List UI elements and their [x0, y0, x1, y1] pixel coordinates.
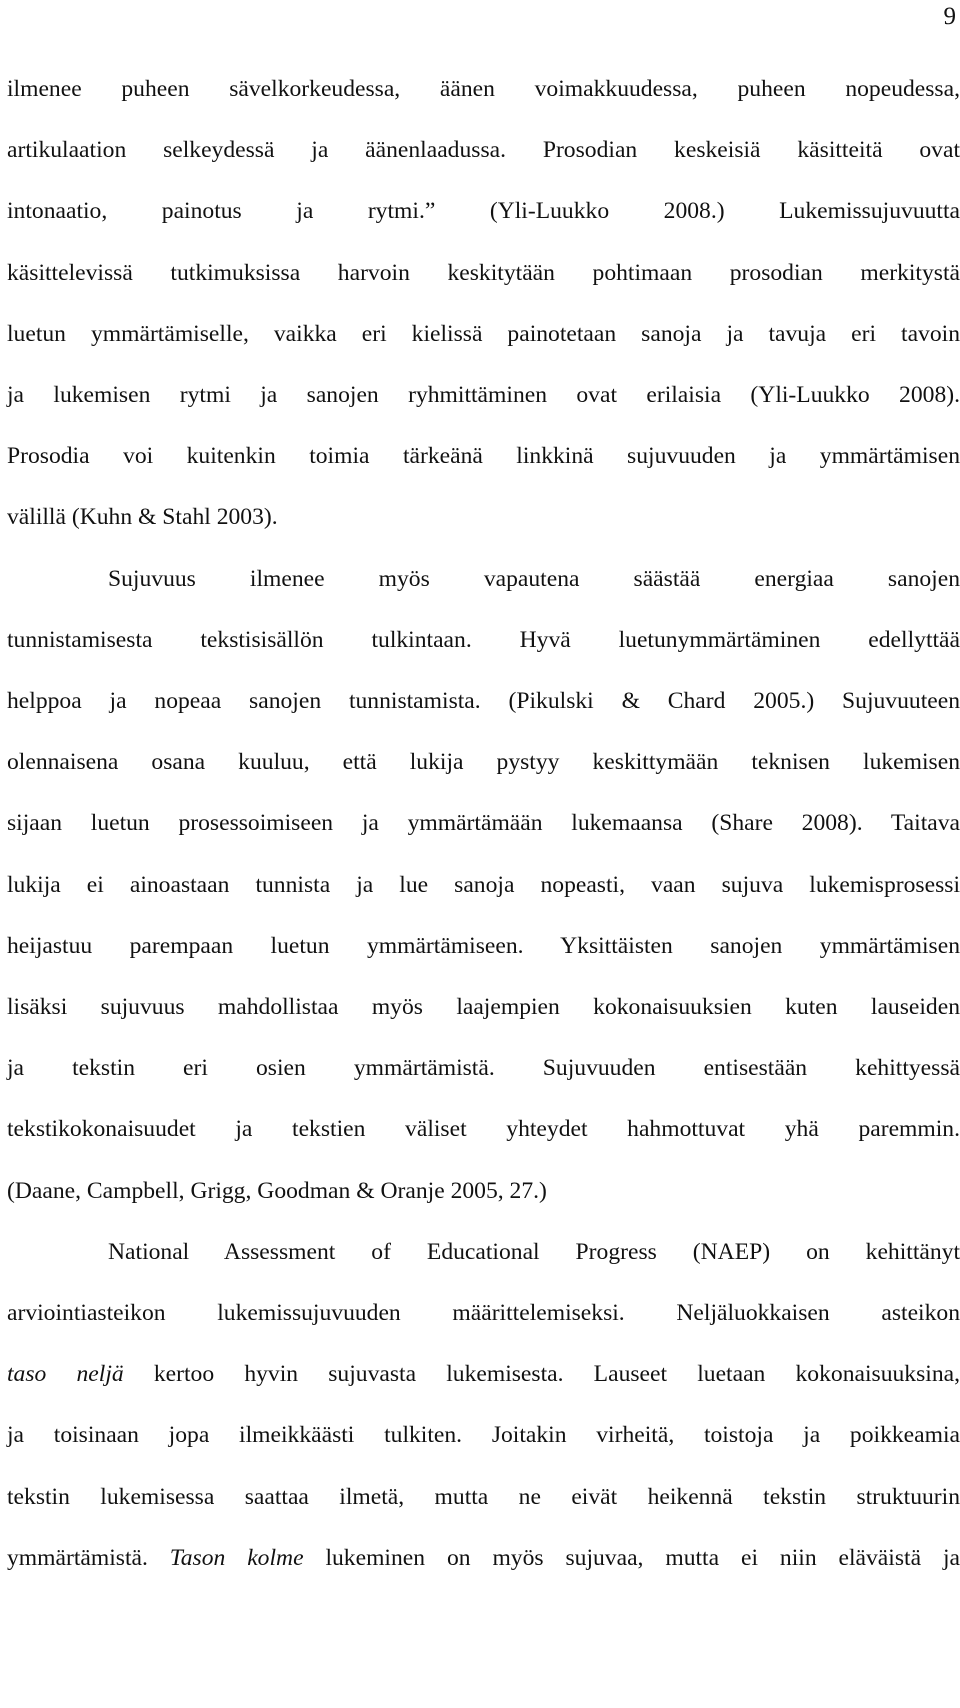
text-line: [108, 1237, 960, 1267]
text-line: [7, 931, 960, 961]
text-line: [7, 747, 960, 777]
text-line: [7, 992, 960, 1022]
text-line: [7, 1543, 960, 1573]
text-line: [7, 258, 960, 288]
text-segment: luetun ymmärtämiselle, vaikka eri kielissä painotetaan sanoja ja tavuja eri tavoin: [7, 320, 960, 347]
text-segment: National Assessment of Educational Progress (NAEP) on kehittänyt: [108, 1238, 960, 1265]
text-line: [7, 1053, 960, 1083]
text-segment: heijastuu parempaan luetun ymmärtämiseen. Yksittäisten sanojen ymmärtämisen: [7, 932, 960, 959]
italic-term: Tason kolme: [169, 1544, 304, 1571]
text-segment: välillä (Kuhn & Stahl 2003).: [7, 504, 278, 531]
text-line: [7, 1359, 960, 1389]
text-line: [7, 74, 960, 104]
text-segment: helppoa ja nopeaa sanojen tunnistamista. (Pikulski & Chard 2005.) Sujuvuuteen: [7, 688, 960, 714]
page-number: 9: [943, 3, 956, 30]
text-segment: Sujuvuus ilmenee myös vapautena säästää energiaa sanojen: [108, 565, 960, 592]
text-line: [7, 441, 960, 471]
text-line: [7, 1298, 960, 1328]
text-line: [7, 502, 960, 532]
text-segment: lukeminen on myös sujuvaa, mutta ei niin eläväistä ja: [303, 1544, 960, 1571]
text-segment: arviointiasteikon lukemissujuvuuden määrittelemiseksi. Neljäluokkaisen asteikon: [7, 1300, 960, 1326]
text-segment: intonaatio, painotus ja rytmi.” (Yli-Luukko 2008.) Lukemissujuvuutta: [7, 198, 960, 225]
text-segment: ilmenee puheen sävelkorkeudessa, äänen voimakkuudessa, puheen nopeudessa,: [7, 76, 960, 102]
text-line: [7, 686, 960, 716]
text-segment: olennaisena osana kuuluu, että lukija pystyy keskittymään teknisen lukemisen: [7, 749, 960, 776]
italic-term: taso neljä: [7, 1361, 124, 1388]
text-segment: tekstin lukemisessa saattaa ilmetä, mutta ne eivät heikennä tekstin struktuurin: [7, 1483, 960, 1510]
text-segment: (Daane, Campbell, Grigg, Goodman & Oranje 2005, 27.): [7, 1177, 547, 1204]
text-segment: tunnistamisesta tekstisisällön tulkintaan. Hyvä luetunymmärtäminen edellyttää: [7, 626, 960, 653]
text-segment: ymmärtämistä.: [7, 1544, 170, 1571]
text-segment: ja toisinaan jopa ilmeikkäästi tulkiten. Joitakin virheitä, toistoja ja poikkeamia: [7, 1422, 960, 1449]
text-line: [7, 1114, 960, 1144]
text-line: [7, 319, 960, 349]
text-line: [7, 1482, 960, 1512]
text-segment: Prosodia voi kuitenkin toimia tärkeänä linkkinä sujuvuuden ja ymmärtämisen: [7, 443, 960, 470]
text-segment: käsittelevissä tutkimuksissa harvoin keskitytään pohtimaan prosodian merkitystä: [7, 259, 960, 286]
text-segment: ja lukemisen rytmi ja sanojen ryhmittäminen ovat erilaisia (Yli-Luukko 2008).: [7, 382, 960, 408]
text-line: [7, 625, 960, 655]
text-segment: tekstikokonaisuudet ja tekstien väliset yhteydet hahmottuvat yhä paremmin.: [7, 1116, 960, 1143]
text-line: [108, 564, 960, 594]
text-line: [7, 196, 960, 226]
text-line: [7, 870, 960, 900]
text-line: [7, 1176, 960, 1206]
text-line: [7, 380, 960, 410]
text-line: [7, 135, 960, 165]
text-segment: ja tekstin eri osien ymmärtämistä. Sujuvuuden entisestään kehittyessä: [7, 1055, 960, 1082]
text-line: [7, 808, 960, 838]
text-segment: kertoo hyvin sujuvasta lukemisesta. Lauseet luetaan kokonaisuuksina,: [123, 1361, 960, 1388]
text-segment: lisäksi sujuvuus mahdollistaa myös laajempien kokonaisuuksien kuten lauseiden: [7, 994, 960, 1020]
text-segment: lukija ei ainoastaan tunnista ja lue sanoja nopeasti, vaan sujuva lukemisprosessi: [7, 871, 960, 898]
text-line: [7, 1420, 960, 1450]
text-segment: artikulaation selkeydessä ja äänenlaadussa. Prosodian keskeisiä käsitteitä ovat: [7, 137, 960, 164]
text-segment: sijaan luetun prosessoimiseen ja ymmärtämään lukemaansa (Share 2008). Taitava: [7, 810, 960, 837]
